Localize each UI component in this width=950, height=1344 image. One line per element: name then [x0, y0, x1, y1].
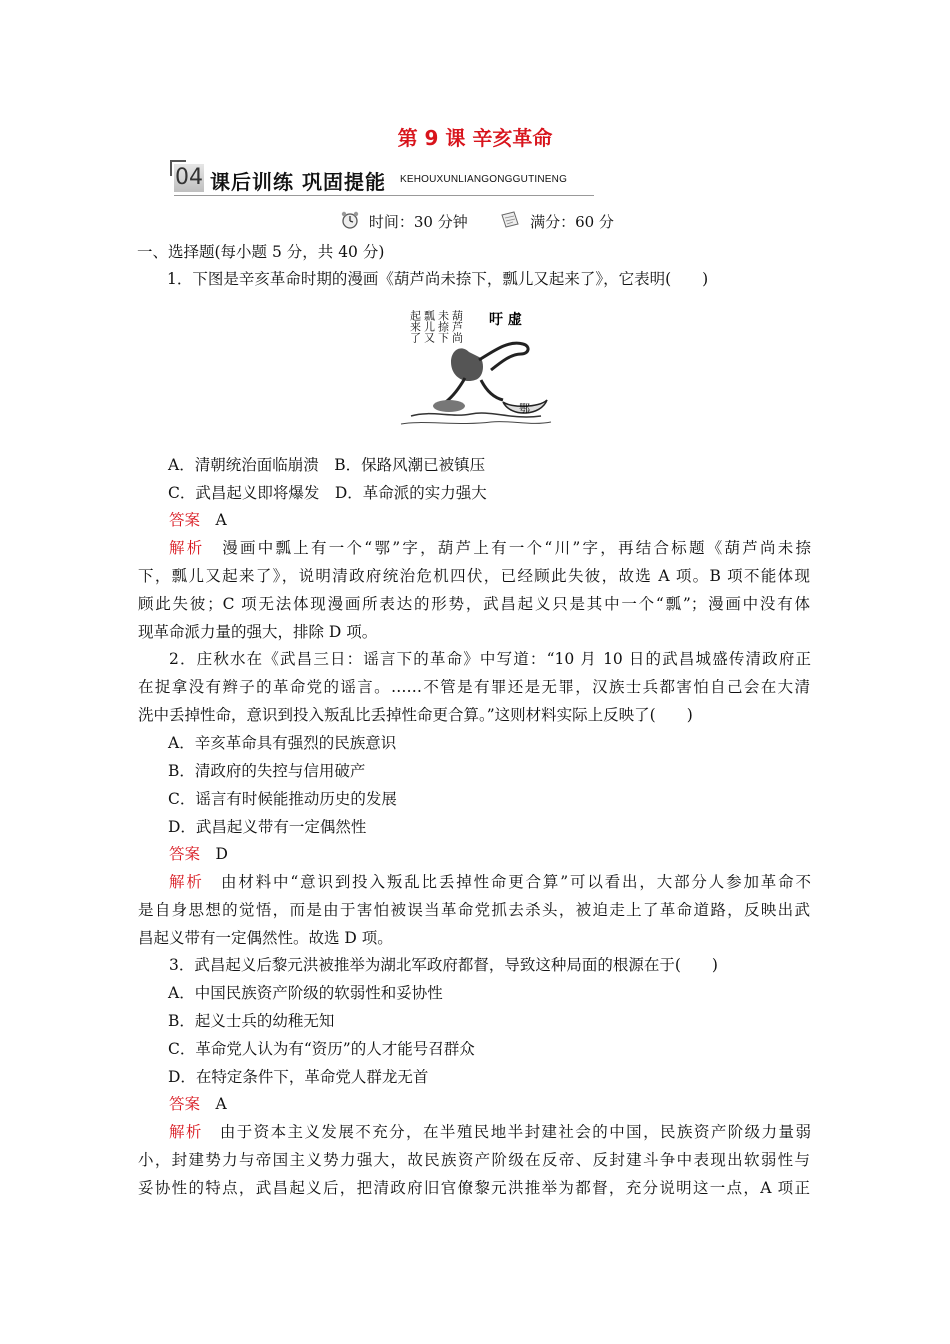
cartoon-caption-col3: 瓢儿又 [422, 310, 436, 343]
section-banner [174, 160, 594, 196]
q2-option-d: D．武昌起义带有一定偶然性 [168, 818, 367, 836]
q3-analysis-line-3: 妥协性的特点，武昌起义后，把清政府旧官僚黎元洪推举为都督，充分说明这一点，A 项正 [138, 1179, 810, 1197]
q2-stem-line-2: 在捉拿没有辫子的革命党的谣言。……不管是有罪还是无罪，汉族士兵都害怕自己会在大清 [138, 678, 810, 696]
answer-value: A [215, 1095, 227, 1113]
answer-label: 答案 [169, 845, 201, 863]
analysis-label: 解析 [169, 873, 204, 891]
q3-answer [169, 1093, 227, 1115]
q2-option-b: B．清政府的失控与信用破产 [168, 762, 366, 780]
q1-analysis-line-1 [169, 537, 811, 559]
q1-options-cd: C．武昌起义即将爆发 D．革命派的实力强大 [168, 484, 487, 502]
cartoon-caption-col1: 葫芦尚 [450, 310, 464, 343]
q2-stem-line-3: 洗中丢掉性命，意识到投入叛乱比丢掉性命更合算。”这则材料实际上反映了( ) [138, 706, 693, 724]
q2-analysis-line-3: 昌起义带有一定偶然性。故选 D 项。 [138, 929, 393, 947]
q3-option-b: B．起义士兵的幼稚无知 [168, 1012, 335, 1030]
analysis-label: 解析 [169, 1123, 203, 1141]
cartoon-image [391, 304, 557, 432]
cartoon-caption-col4: 起来了 [408, 310, 422, 343]
banner-number: 04 [175, 165, 203, 190]
banner-title: 课后训练 巩固提能 [210, 170, 386, 194]
q1-answer [169, 509, 227, 531]
q2-analysis-line-2: 是自身思想的觉悟，而是由于害怕被误当革命党抓去杀头，被迫走上了革命道路，反映出武 [138, 901, 810, 919]
q3-option-c: C．革命党人认为有“资历”的人才能号召群众 [168, 1040, 475, 1058]
analysis-text: 由于资本主义发展不充分，在半殖民地半封建社会的中国，民族资产阶级力量弱 [219, 1123, 811, 1141]
banner-underline [174, 195, 594, 196]
time-score-bar [0, 210, 950, 234]
q3-option-a: A．中国民族资产阶级的软弱性和妥协性 [168, 984, 443, 1002]
answer-label: 答案 [169, 1095, 201, 1113]
analysis-text: 由材料中“意识到投入叛乱比丢掉性命更合算”可以看出，大部分人参加革命不 [221, 873, 811, 891]
analysis-label: 解析 [169, 539, 205, 557]
q2-answer [169, 843, 228, 865]
q2-stem-line-1: 2．庄秋水在《武昌三日：谣言下的革命》中写道：“10 月 10 日的武昌城盛传清政府正 [169, 650, 811, 668]
q2-option-a: A．辛亥革命具有强烈的民族意识 [168, 734, 397, 752]
cartoon-caption-col2: 未捺下 [436, 310, 450, 343]
paper-icon [499, 210, 521, 234]
page-title: 第 9 课 辛亥革命 [397, 126, 553, 150]
answer-value: A [215, 511, 227, 529]
q3-stem: 3．武昌起义后黎元洪被推举为湖北军政府都督，导致这种局面的根源在于( ) [169, 956, 718, 974]
cartoon-title: 吁 虚 [489, 312, 522, 328]
answer-label: 答案 [169, 511, 201, 529]
answer-value: D [215, 845, 228, 863]
time-label: 时间：30 分钟 [368, 213, 468, 231]
score-label: 满分：60 分 [530, 213, 614, 231]
q3-option-d: D．在特定条件下，革命党人群龙无首 [168, 1068, 429, 1086]
q2-option-c: C．谣言有时候能推动历史的发展 [168, 790, 397, 808]
section-heading: 一、选择题(每小题 5 分，共 40 分) [137, 243, 385, 261]
q1-analysis-line-2: 下，瓢儿又起来了》，说明清政府统治危机四伏，已经顾此失彼，故选 A 项。B 项不能体现 [138, 567, 810, 585]
banner-english: KEHOUXUNLIANGONGGUTINENG [400, 174, 568, 185]
q1-analysis-line-4: 现革命派力量的强大，排除 D 项。 [138, 623, 378, 641]
q2-analysis-line-1 [169, 871, 811, 893]
q1-stem: 1．下图是辛亥革命时期的漫画《葫芦尚未捺下，瓢儿又起来了》，它表明( ) [167, 270, 709, 288]
q1-options-ab: A．清朝统治面临崩溃 B．保路风潮已被镇压 [168, 456, 486, 474]
q1-analysis-line-3: 顾此失彼；C 项无法体现漫画所表达的形势，武昌起义只是其中一个“瓢”；漫画中没有体 [138, 595, 810, 613]
q3-analysis-line-2: 小，封建势力与帝国主义势力强大，故民族资产阶级在反帝、反封建斗争中表现出软弱性与 [138, 1151, 810, 1169]
q3-analysis-line-1 [169, 1121, 811, 1143]
analysis-text: 漫画中瓢上有一个“鄂”字，葫芦上有一个“川”字，再结合标题《葫芦尚未捺 [222, 539, 811, 557]
cartoon-ladle-label: 鄂 [519, 402, 530, 415]
clock-icon [340, 210, 360, 234]
